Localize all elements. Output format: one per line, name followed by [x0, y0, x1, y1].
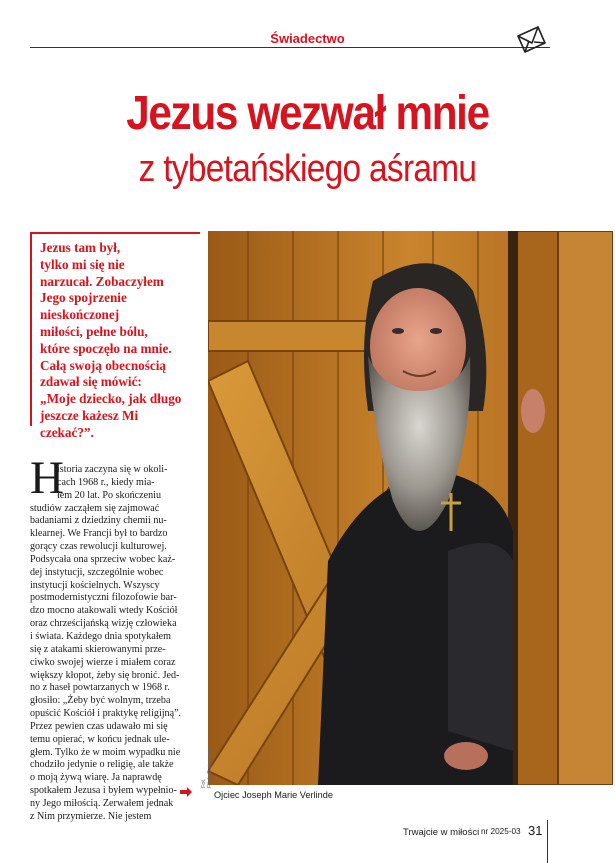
article-line: postmodernistyczni filozofowie bar- — [30, 592, 177, 604]
page-number: 31 — [528, 823, 543, 838]
article-line: głosiło: „Żeby być wolnym, trzeba — [30, 695, 171, 707]
portrait-photo — [208, 231, 613, 785]
subheadline: z tybetańskiego aśramu — [138, 148, 477, 190]
article-line: opuścić Kościół i praktykę religijną”. — [30, 708, 182, 720]
envelope-icon — [512, 24, 550, 54]
pull-quote-line: które spoczęło na mnie. — [40, 340, 172, 356]
section-label: Świadectwo — [270, 31, 345, 46]
portrait-illustration — [208, 231, 613, 785]
pull-quote-bar — [30, 234, 32, 426]
headline: Jezus wezwał mnie — [126, 87, 489, 140]
photo-credit: Fot. Flickr/Bajan.com — [201, 747, 213, 788]
pull-quote-line: narzucał. Zobaczyłem — [40, 273, 164, 289]
header-rule — [30, 47, 550, 48]
pull-quote — [30, 232, 200, 442]
article-line: się z atakami skierowanymi prze- — [30, 643, 166, 655]
photo-caption: Ojciec Joseph Marie Verlinde — [214, 790, 333, 800]
article-line: ciwko swojej wierze i miałem coraz — [30, 656, 176, 668]
article-line: temu opierać, w końcu jednak ule- — [30, 733, 170, 745]
article-line: Podsycała ona sprzeciw wobec każ- — [30, 553, 176, 565]
article-line: większy kłopot, żeby się bronić. Jed- — [30, 669, 180, 681]
article-line: no z haseł powtarzanych w 1968 r. — [30, 682, 170, 694]
pull-quote-line: Całą swoją obecnością — [40, 357, 167, 373]
pull-quote-line: Jezus tam był, — [40, 240, 121, 255]
article-line: dej instytucji, szczególnie wobec — [30, 566, 164, 578]
article-line: studiów zacząłem się zajmować — [30, 502, 160, 514]
article-line: gorący czas rewolucji kulturowej. — [30, 541, 167, 553]
footer-rule — [547, 820, 548, 863]
pull-quote-line: zdawał się mówić: — [40, 374, 142, 390]
article-line: instytucji kościelnych. Wszyscy — [30, 579, 160, 591]
article-line: o moją żywą wiarę. Ja naprawdę — [30, 772, 162, 784]
article-line: z Nim przymierze. Nie jestem — [30, 810, 152, 822]
article-line: ny Jego miłością. Zerwałem jednak — [30, 797, 174, 809]
arrow-right-icon — [180, 787, 192, 797]
pull-quote-line: czekać?”. — [40, 424, 94, 440]
article-line: istoria zaczyna się w okoli- — [57, 464, 168, 475]
drop-cap: H — [30, 452, 64, 504]
article-line: i świata. Każdego dnia spotykałem — [30, 630, 171, 642]
pull-quote-line: miłości, pełne bólu, — [40, 323, 148, 339]
pull-quote-line: „Moje dziecko, jak długo — [40, 391, 182, 407]
article-line: klearnej. We Francji był to bardzo — [30, 528, 168, 540]
pull-quote-line: nieskończonej — [40, 307, 120, 323]
article-line: spotkałem Jezusa i byłem wypełnio- — [30, 785, 177, 797]
article-line: oraz chrześcijańską wizję człowieka — [30, 618, 177, 630]
article-line: dzo mocno atakowali wtedy Kościół — [30, 605, 178, 617]
article-line: łem 20 lat. Po skończeniu — [57, 489, 162, 501]
pull-quote-line: Jego spojrzenie — [40, 290, 127, 306]
article-line: głem. Tylko że w moim wypadku nie — [30, 746, 181, 758]
article-line: chodziło jedynie o religię, ale także — [30, 759, 174, 771]
article-body — [30, 464, 200, 824]
article-line: Przez pewien czas udawało mi się — [30, 720, 168, 732]
footer-magazine-name: Trwajcie w miłości — [403, 827, 480, 838]
article-line: badaniami z dziedziny chemii nu- — [30, 515, 167, 527]
pull-quote-line: jeszcze każesz Mi — [40, 407, 139, 423]
pull-quote-line: tylko mi się nie — [40, 256, 125, 272]
article-line: cach 1968 r., kiedy mia- — [57, 476, 155, 488]
footer-issue-number: nr 2025-03 — [481, 827, 521, 836]
